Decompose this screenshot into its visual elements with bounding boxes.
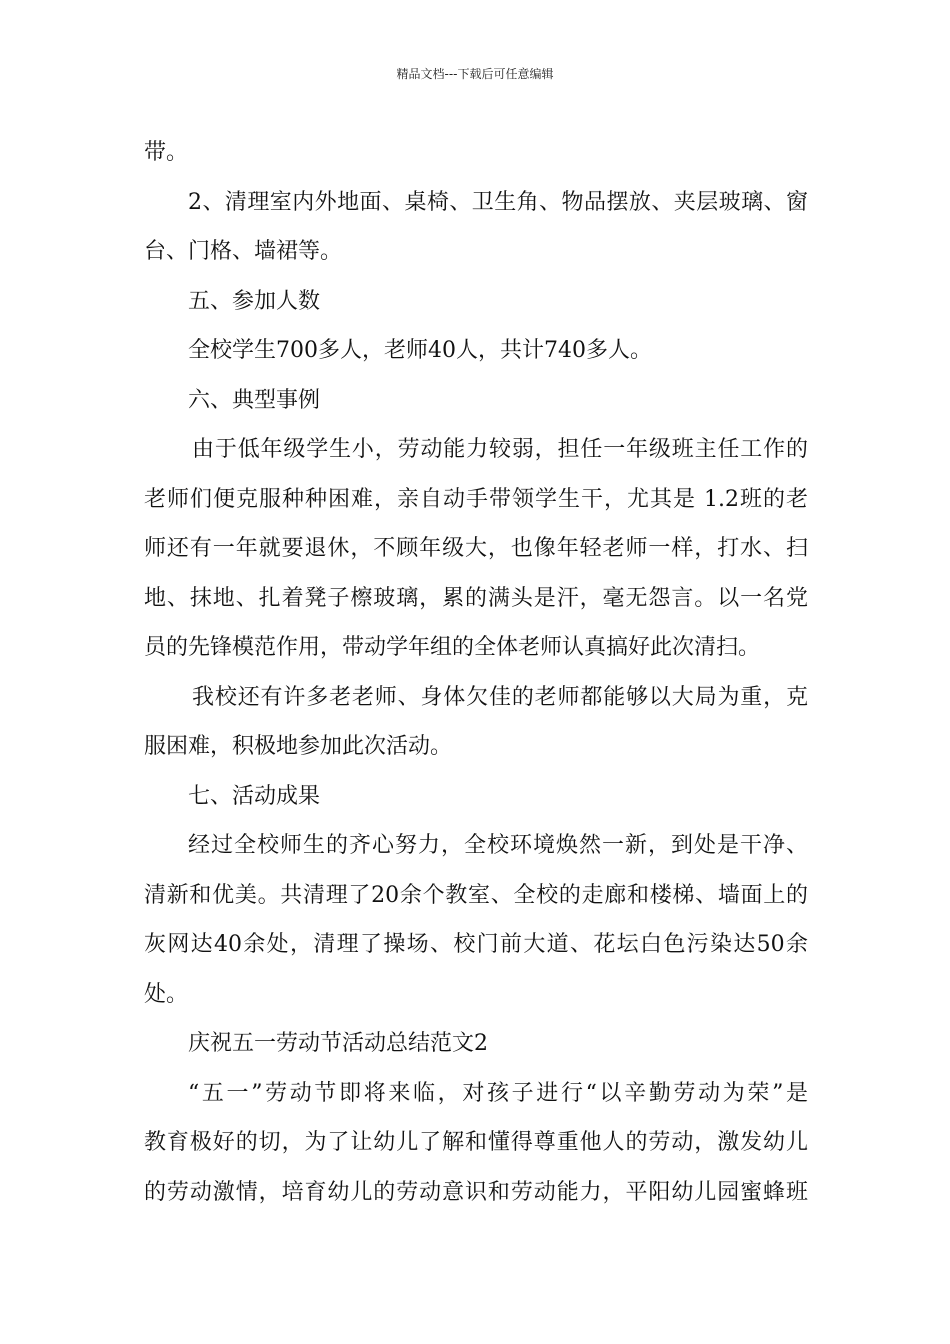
text-line: 老师们便克服种种困难，亲自动手带领学生干，尤其是 1.2班的老 (144, 486, 808, 512)
text-line: 灰网达40余处，清理了操场、校门前大道、花坛白色污染达50余 (144, 932, 808, 957)
text-line: 服困难，积极地参加此次活动。 (144, 734, 453, 759)
text-line: 经过全校师生的齐心努力，全校环境焕然一新，到处是干净、 (188, 833, 808, 858)
text-line: 我校还有许多老老师、身体欠佳的老师都能够以大局为重，克 (192, 684, 808, 710)
text-line: 2、清理室内外地面、桌椅、卫生角、物品摆放、夹层玻璃、窗 (188, 189, 808, 215)
section-heading: 六、典型事例 (188, 387, 321, 413)
document-body (144, 128, 808, 1217)
text-line: 地、抹地、扎着凳子檫玻璃，累的满头是汗，毫无怨言。以一名党 (144, 585, 808, 611)
section-heading: 七、活动成果 (188, 783, 321, 809)
text-line: 台、门格、墙裙等。 (144, 239, 343, 264)
text-line: 师还有一年就要退休，不顾年级大，也像年轻老师一样，打水、扫 (144, 536, 808, 561)
text-line: 带。 (144, 140, 189, 165)
text-line: 清新和优美。共清理了20余个教室、全校的走廊和楼梯、墙面上的 (144, 882, 808, 908)
text-line: 教育极好的切，为了让幼儿了解和懂得尊重他人的劳动，激发幼儿 (144, 1130, 808, 1155)
text-line: 由于低年级学生小，劳动能力较弱，担任一年级班主任工作的 (192, 437, 808, 462)
text-line: 员的先锋模范作用，带动学年组的全体老师认真搞好此次清扫。 (144, 635, 761, 660)
text-line: “五一”劳动节即将来临，对孩子进行“以辛勤劳动为荣”是 (188, 1080, 808, 1106)
text-line: 全校学生700多人，老师40人，共计740多人。 (188, 338, 652, 363)
page-header: 精品文档---下载后可任意编辑 (396, 67, 554, 81)
section-heading: 五、参加人数 (188, 288, 321, 314)
text-line: 处。 (144, 981, 189, 1007)
text-line: 的劳动激情，培育幼儿的劳动意识和劳动能力，平阳幼儿园蜜蜂班 (144, 1179, 808, 1205)
section-title: 庆祝五一劳动节活动总结范文2 (188, 1031, 488, 1056)
